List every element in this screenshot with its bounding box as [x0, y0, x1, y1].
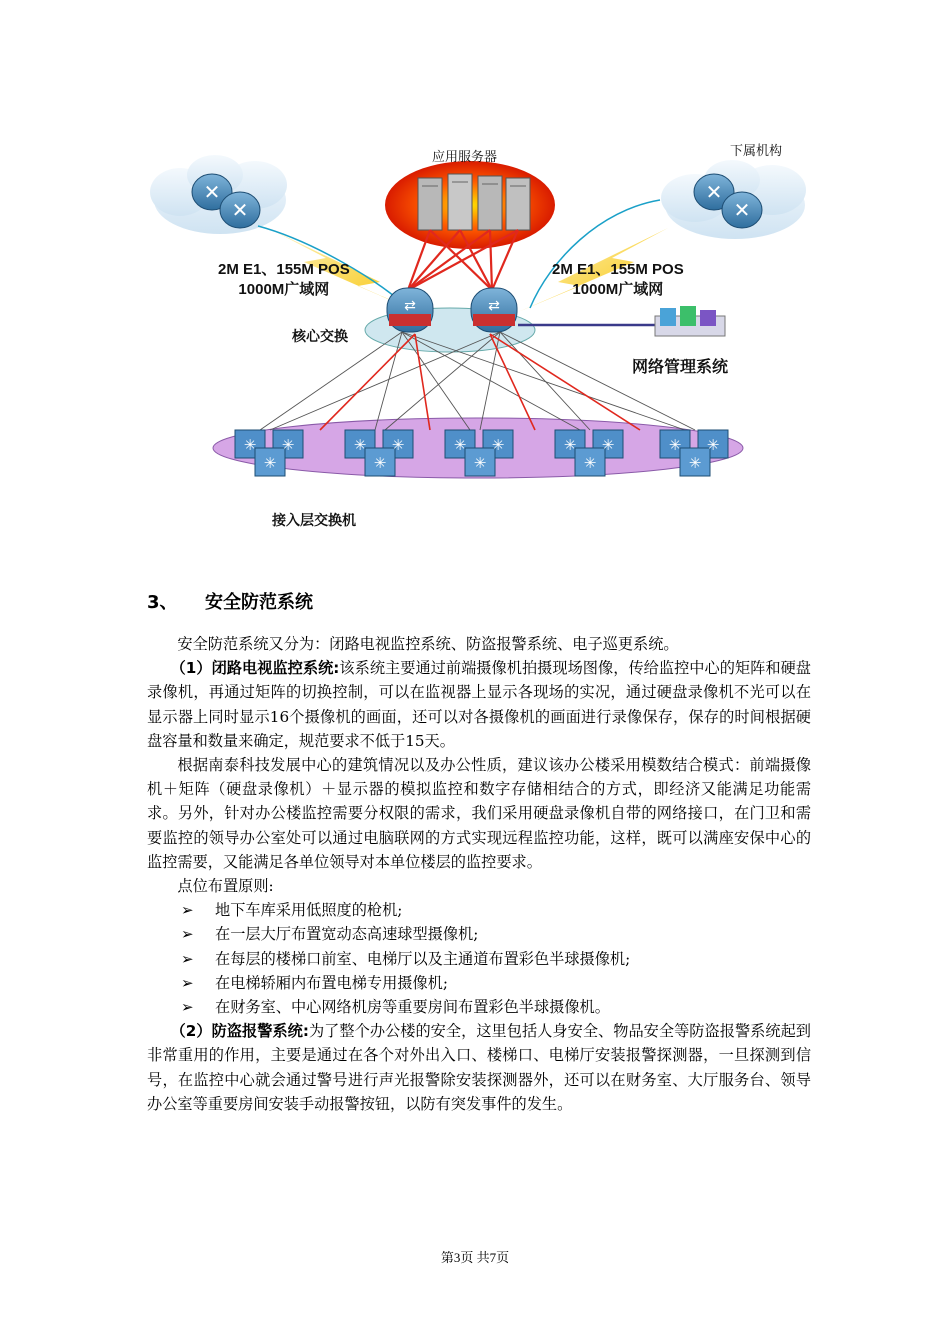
app-server-label: 应用服务器 [432, 150, 498, 165]
svg-text:✳: ✳ [373, 454, 387, 472]
svg-text:✳: ✳ [668, 436, 682, 454]
proposal-paragraph: 根据南泰科技发展中心的建筑情况以及办公性质，建议该办公楼采用模数结合模式：前端摄像机＋矩阵（硬盘录像机）＋显示器的模拟监控和数字存储相结合的方式，即经济又能满足功能需求。另外，针对办公楼监控需要分权限的需求，我们采用硬盘录像机自带的网络接口，在门卫和需要监控的领导办公室处可以通过电脑联网的方式实现远程监控功能，这样，既可以满座安保中心的监控需要，又能满足各单位领导对本单位楼层的监控要求。 [147, 756, 811, 871]
svg-text:✳: ✳ [243, 436, 257, 454]
svg-text:✳: ✳ [473, 454, 487, 472]
svg-text:✳: ✳ [706, 436, 720, 454]
svg-text:✳: ✳ [453, 436, 467, 454]
list-item: ➢ 在财务室、中心网络机房等重要房间布置彩色半球摄像机。 [147, 995, 811, 1019]
list-item: ➢ 在一层大厅布置宽动态高速球型摄像机; [147, 922, 811, 946]
wan-left-label [218, 260, 350, 300]
page-footer: 第3页 共7页 [440, 1250, 510, 1265]
svg-text:✳: ✳ [688, 454, 702, 472]
alarm-label: （2）防盗报警系统: [170, 1022, 309, 1041]
cctv-paragraph [147, 656, 811, 753]
svg-text:✳: ✳ [491, 436, 505, 454]
svg-text:⇄: ⇄ [488, 298, 500, 314]
wan-left-line1: 2M E1、155M POS [218, 261, 350, 278]
server-group [385, 161, 555, 249]
bullet-arrow-icon: ➢ [181, 901, 194, 920]
section-title: 安全防范系统 [205, 592, 313, 613]
bullet-arrow-icon: ➢ [181, 925, 194, 944]
section-heading [147, 588, 313, 614]
svg-text:✳: ✳ [601, 436, 615, 454]
bullet-arrow-icon: ➢ [181, 949, 194, 968]
network-diagram-graphic [140, 130, 820, 540]
svg-text:✳: ✳ [391, 436, 405, 454]
svg-text:✳: ✳ [281, 436, 295, 454]
intro-paragraph: 安全防范系统又分为：闭路电视监控系统、防盗报警系统、电子巡更系统。 [177, 635, 679, 653]
core-switch-label: 核心交换 [292, 329, 348, 345]
svg-text:✕: ✕ [231, 198, 249, 222]
list-item: ➢ 在每层的楼梯口前室、电梯厅以及主通道布置彩色半球摄像机; [147, 947, 811, 971]
principles-title: 点位布置原则: [177, 877, 274, 896]
cctv-text: 该系统主要通过前端摄像机拍摄现场图像，传给监控中心的矩阵和硬盘录像机，再通过矩阵的切换控制，可以在监视器上显示各现场的实况，通过硬盘录像机不光可以在显示器上同时显示16个摄像机的画面，还可以对各摄像机的画面进行录像保存，保存的时间根据硬盘容量和数量来确定，规范要求不低于15天。 [147, 659, 811, 750]
svg-text:✕: ✕ [733, 198, 751, 222]
branch-label: 下属机构 [730, 144, 783, 159]
alarm-text: 为了整个办公楼的安全，这里包括人身安全、物品安全等防盗报警系统起到非常重用的作用，主要是通过在各个对外出入口、楼梯口、电梯厅安装报警探测器，一旦探测到信号，在监控中心就会通过警号进行声光报警除安装探测器外，还可以在财务室、大厅服务台、领导办公室等重要房间安装手动报警按钮，以防有突发事件的发生。 [147, 1022, 811, 1113]
body-text [147, 632, 811, 1116]
network-diagram [140, 130, 820, 540]
section-number: 3、 [147, 592, 178, 613]
alarm-paragraph [147, 1019, 811, 1116]
access-switch-label: 接入层交换机 [272, 513, 356, 529]
wan-right-label [552, 260, 684, 300]
svg-text:✕: ✕ [203, 180, 221, 204]
principles-list [147, 898, 811, 1019]
list-item: ➢ 在电梯轿厢内布置电梯专用摄像机; [147, 971, 811, 995]
bullet-arrow-icon: ➢ [181, 998, 194, 1017]
wan-right-line1: 2M E1、155M POS [552, 261, 684, 278]
svg-text:⇄: ⇄ [404, 298, 416, 314]
svg-text:✳: ✳ [353, 436, 367, 454]
svg-text:✕: ✕ [705, 180, 723, 204]
bullet-arrow-icon: ➢ [181, 973, 194, 992]
svg-text:✳: ✳ [263, 454, 277, 472]
wan-left-line2: 1000M广域网 [238, 281, 330, 298]
nms-devices-icon [655, 306, 725, 336]
list-item: ➢ 地下车库采用低照度的枪机; [147, 898, 811, 922]
svg-text:✳: ✳ [563, 436, 577, 454]
svg-text:✳: ✳ [583, 454, 597, 472]
cctv-label: （1）闭路电视监控系统: [170, 659, 340, 678]
nms-label: 网络管理系统 [632, 357, 729, 376]
wan-right-line2: 1000M广域网 [572, 281, 664, 298]
